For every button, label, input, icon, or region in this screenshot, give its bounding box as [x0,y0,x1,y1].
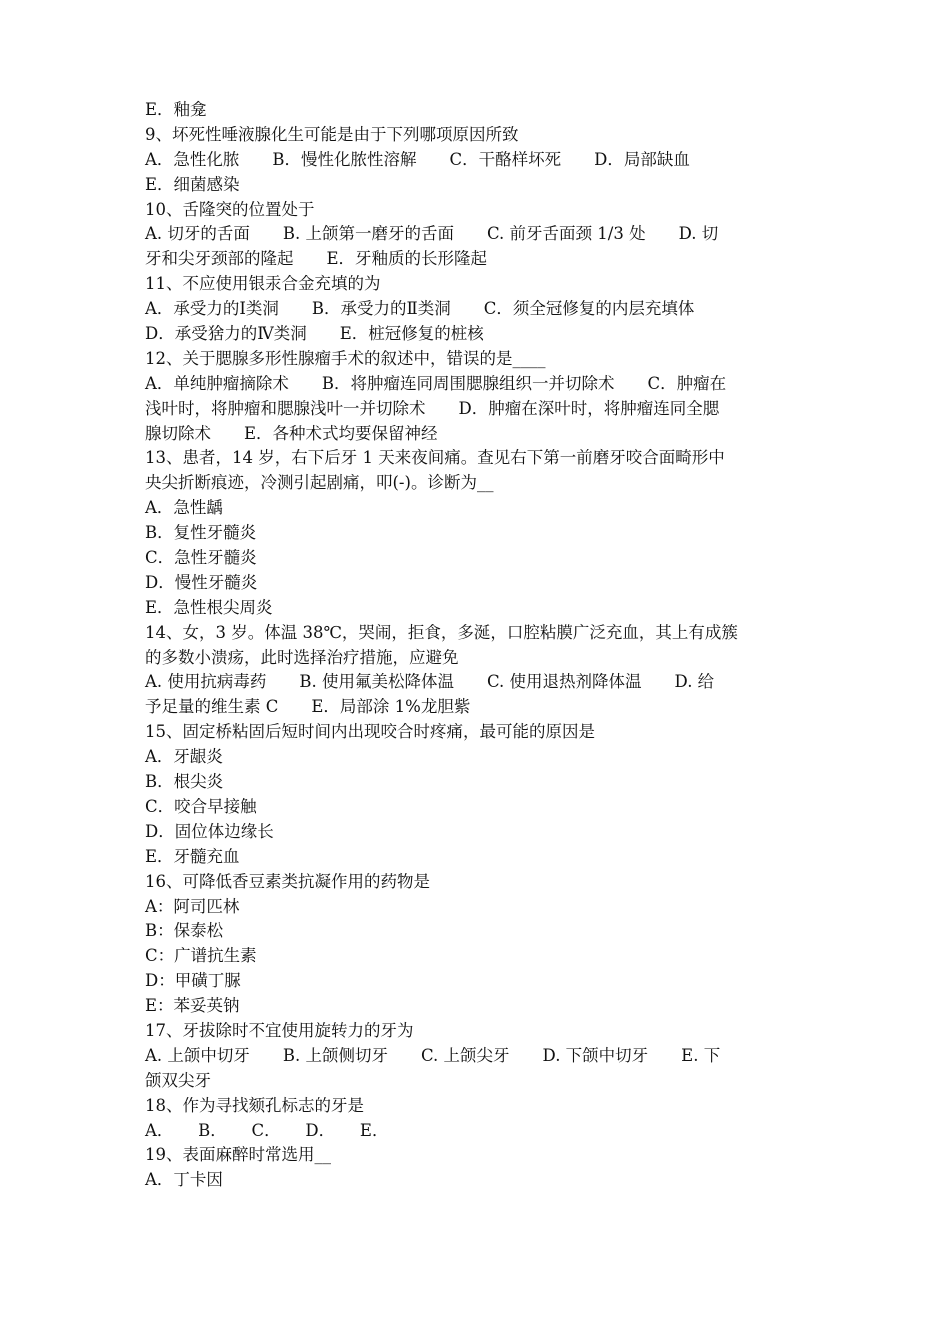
text-line: A．承受力的Ⅰ类洞 B．承受力的Ⅱ类洞 C．须全冠修复的内层充填体 [145,299,695,319]
text-line: 的多数小溃疡，此时选择治疗措施，应避免 [145,647,459,667]
text-line: 18、作为寻找颏孔标志的牙是 [145,1095,364,1115]
text-line: 15、固定桥粘固后短时间内出现咬合时疼痛，最可能的原因是 [145,722,595,742]
text-line: C：广谱抗生素 [145,946,257,966]
text-line: E．细菌感染 [145,174,240,194]
text-line: C．咬合早接触 [145,796,257,816]
text-line: 19、表面麻醉时常选用__ [145,1145,331,1165]
text-line: 14、女，3 岁。体温 38℃，哭闹，拒食，多涎，口腔粘膜广泛充血，其上有成簇 [145,622,738,642]
text-line: E：苯妥英钠 [145,996,240,1016]
text-line: 12、关于腮腺多形性腺瘤手术的叙述中，错误的是____ [145,348,546,368]
text-line: 颌双尖牙 [145,1070,211,1090]
text-line: A． B． C． D． E． [145,1120,389,1140]
text-line: A．牙龈炎 [145,747,223,767]
document-body [145,98,815,1193]
text-line: B：保泰松 [145,921,224,941]
text-line: A．单纯肿瘤摘除术 B．将肿瘤连同周围腮腺组织一并切除术 C．肿瘤在 [145,373,727,393]
text-line: 予足量的维生素 C E．局部涂 1%龙胆紫 [145,697,471,717]
text-line: E．牙髓充血 [145,846,240,866]
text-line: D：甲磺丁脲 [145,971,241,991]
text-line: E．釉龛 [145,100,207,119]
text-line: B．根尖炎 [145,772,224,792]
text-line: 牙和尖牙颈部的隆起 E．牙釉质的长形隆起 [145,249,488,269]
text-line: 9、坏死性唾液腺化生可能是由于下列哪项原因所致 [145,124,519,144]
text-line: D．固位体边缘长 [145,821,274,841]
text-line: 13、患者，14 岁，右下后牙 1 天来夜间痛。查见右下第一前磨牙咬合面畸形中 [145,448,725,468]
text-line: E．急性根尖周炎 [145,597,273,617]
text-line: A. 上颌中切牙 B. 上颌侧切牙 C. 上颌尖牙 D. 下颌中切牙 E. 下 [145,1045,721,1065]
text-line: 11、不应使用银汞合金充填的为 [145,274,381,294]
text-line: 浅叶时，将肿瘤和腮腺浅叶一并切除术 D．肿瘤在深叶时，将肿瘤连同全腮 [145,398,720,418]
text-line: A．急性龋 [145,498,223,518]
text-line: C．急性牙髓炎 [145,548,257,568]
text-line: B．复性牙髓炎 [145,523,257,543]
text-line: A．急性化脓 B．慢性化脓性溶解 C．干酪样坏死 D．局部缺血 [145,149,690,169]
text-line: 央尖折断痕迹，冷测引起剧痛，叩(-)。诊断为__ [145,473,494,493]
text-line: A. 使用抗病毒药 B. 使用氟美松降体温 C. 使用退热剂降体温 D. 给 [145,672,715,692]
text-line: A：阿司匹林 [145,896,240,916]
text-line: A．丁卡因 [145,1170,223,1190]
text-line: 17、牙拔除时不宜使用旋转力的牙为 [145,1020,414,1040]
text-line: 10、舌隆突的位置处于 [145,199,315,219]
text-line: A. 切牙的舌面 B. 上颌第一磨牙的舌面 C. 前牙舌面颈 1/3 处 D. 切 [145,224,719,244]
text-line: D．承受猞力的Ⅳ类洞 E．桩冠修复的桩核 [145,324,484,344]
text-line: 16、可降低香豆素类抗凝作用的药物是 [145,871,430,891]
text-line: D．慢性牙髓炎 [145,572,258,592]
text-line: 腺切除术 E．各种术式均要保留神经 [145,423,438,443]
